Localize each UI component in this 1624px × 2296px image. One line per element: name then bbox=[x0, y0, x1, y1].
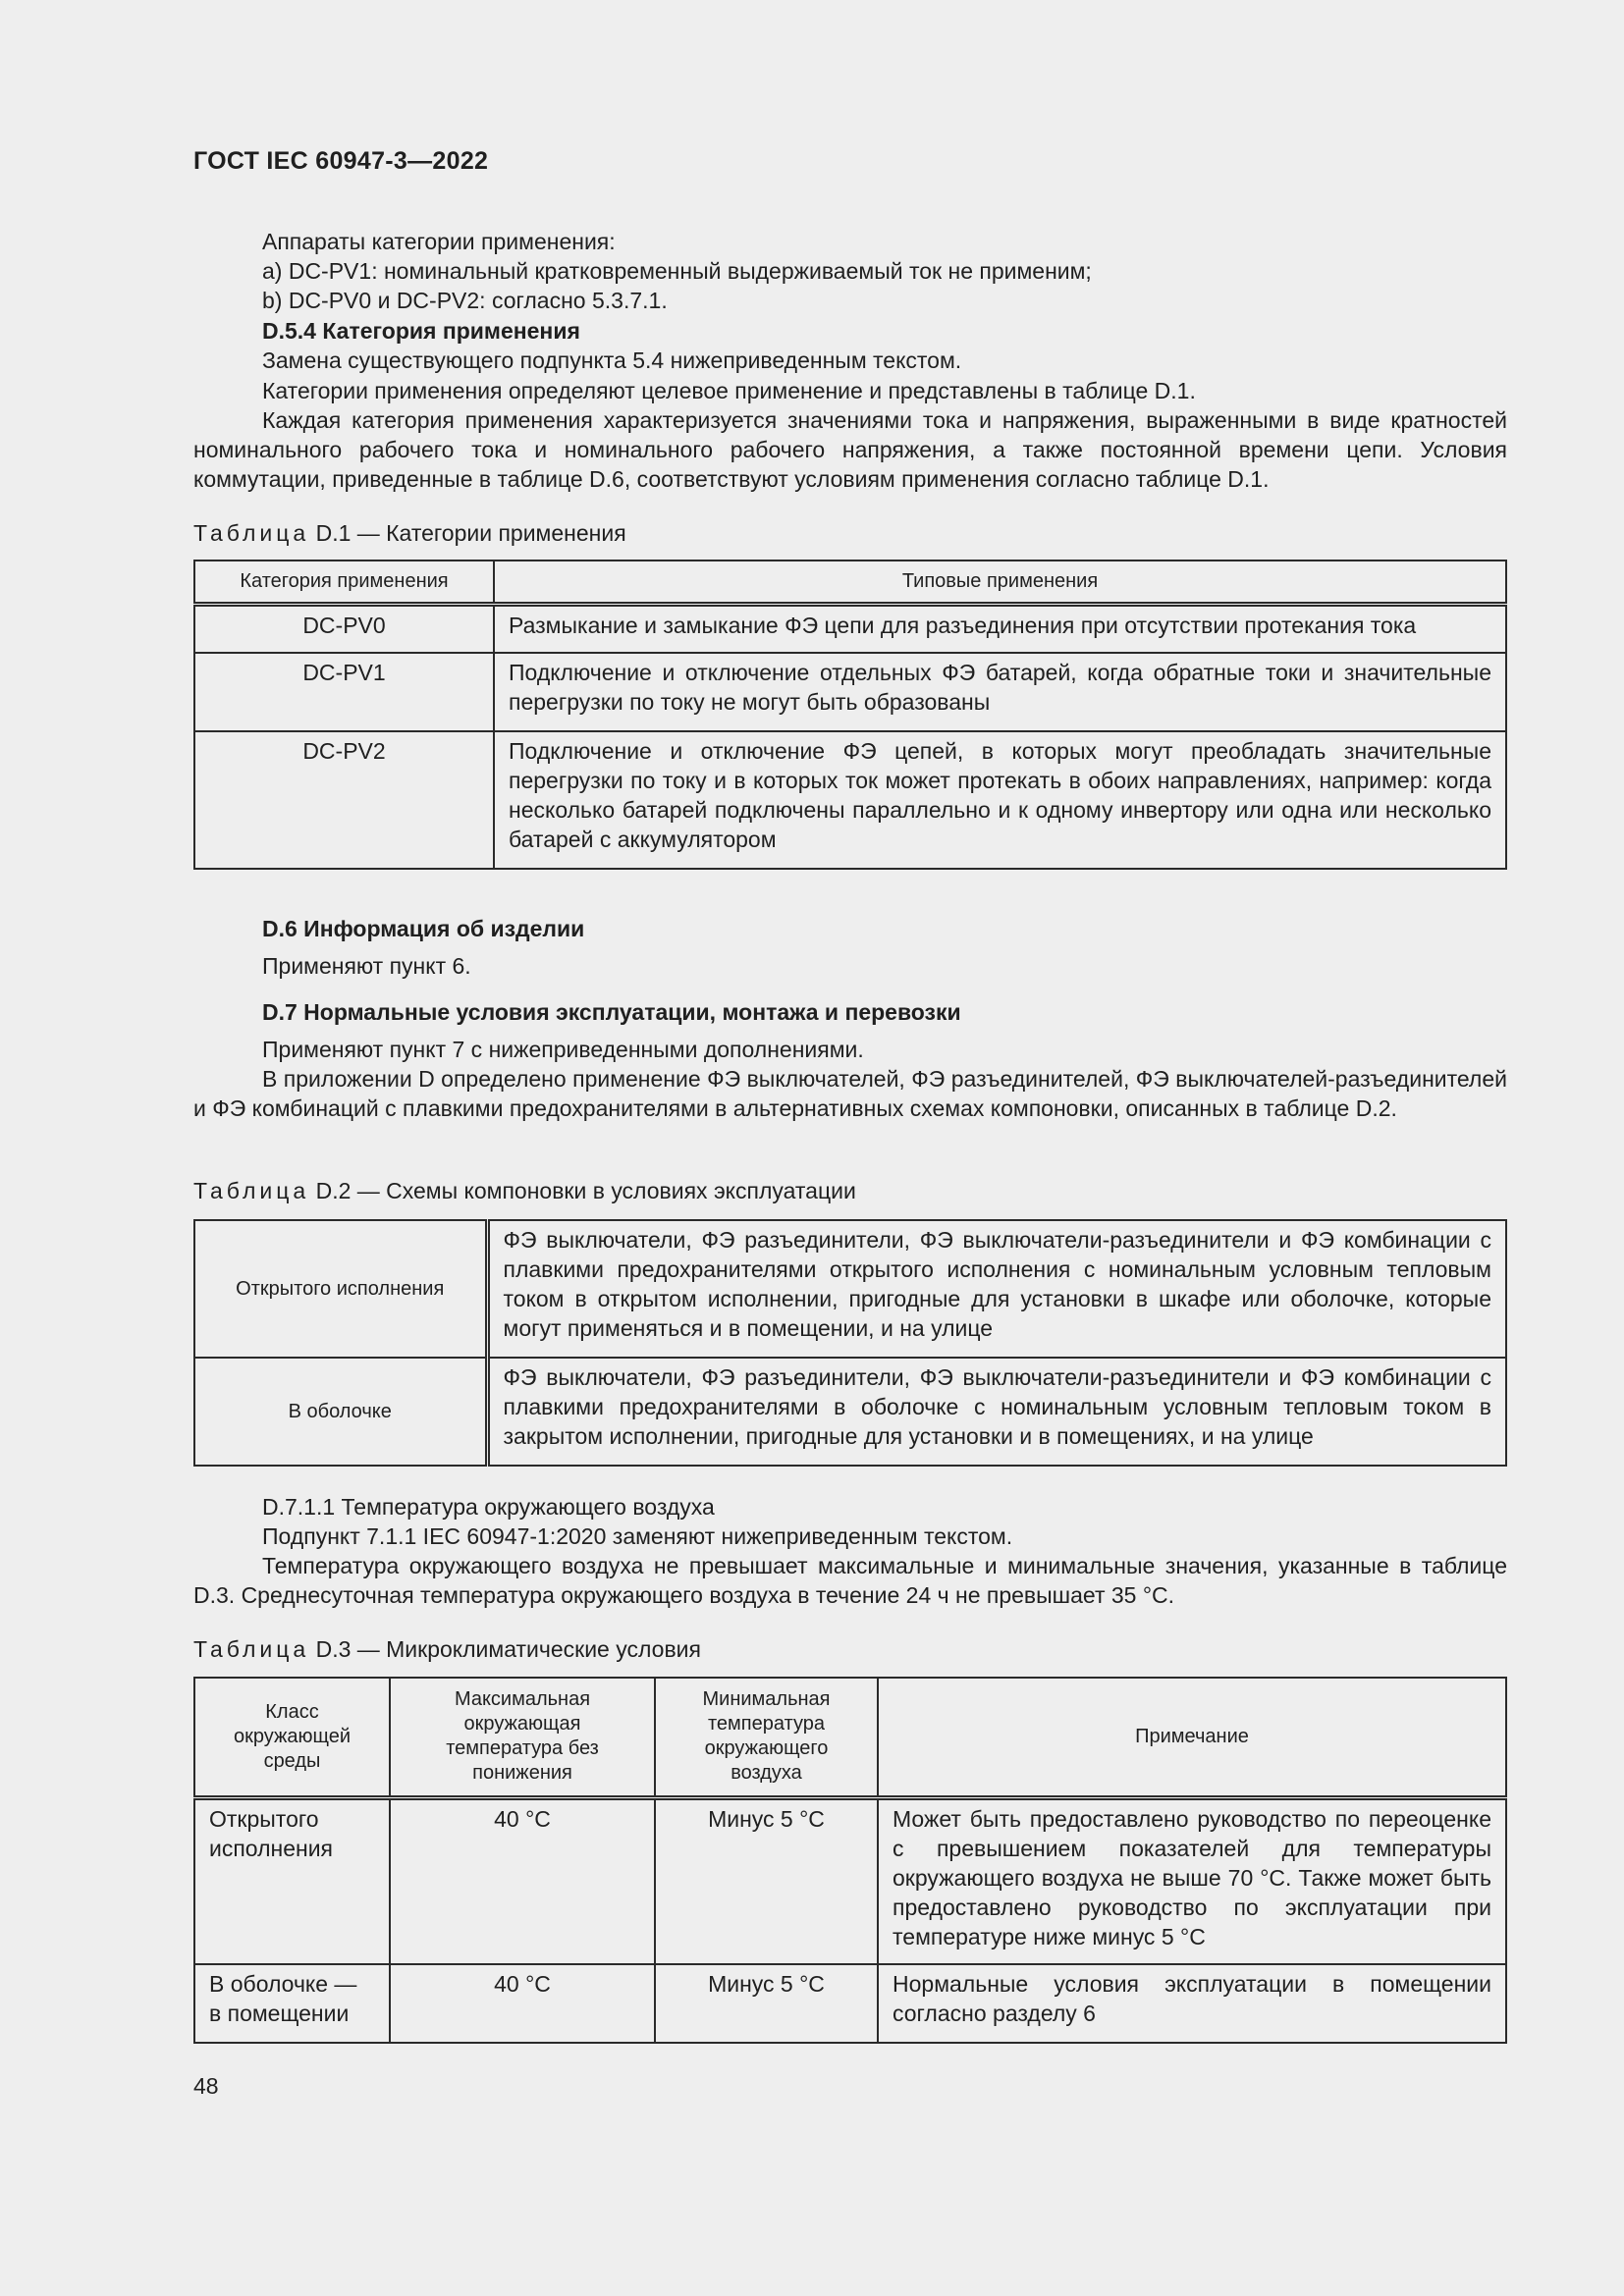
table-d3-header-max: Максимальная окружающая температура без понижения bbox=[390, 1678, 655, 1797]
table-d1-cell-category: DC-PV0 bbox=[194, 604, 494, 653]
table-d1-caption-text: D.1 — Категории применения bbox=[315, 520, 626, 546]
section-d7-title: D.7 Нормальные условия эксплуатации, монтажа и перевозки bbox=[262, 999, 961, 1025]
section-d54-p1: Замена существующего подпункта 5.4 нижеприведенным текстом. bbox=[262, 347, 962, 373]
table-row bbox=[194, 1358, 1506, 1466]
table-row bbox=[194, 1678, 1506, 1797]
table-d2 bbox=[193, 1219, 1507, 1467]
table-d1-caption-word: Таблица bbox=[193, 520, 310, 546]
intro-line-3: b) DC-PV0 и DC-PV2: согласно 5.3.7.1. bbox=[262, 288, 668, 313]
table-row bbox=[194, 604, 1506, 653]
page-number: 48 bbox=[193, 2073, 219, 2099]
table-d1-cell-application: Размыкание и замыкание ФЭ цепи для разъединения при отсутствии протекания тока bbox=[494, 604, 1506, 653]
intro-line-2: a) DC-PV1: номинальный кратковременный выдерживаемый ток не применим; bbox=[262, 258, 1092, 284]
section-d7-p2: В приложении D определено применение ФЭ выключателей, ФЭ разъединителей, ФЭ выключателей-разъединителей и ФЭ комбинаций с плавкими предохранителями в альтернативных схемах компоновки, описанных в таблице D.2. bbox=[193, 1066, 1507, 1121]
table-d1-cell-application: Подключение и отключение ФЭ цепей, в которых могут преобладать значительные перегрузки по току и в которых ток может протекать в обоих направлениях, например: когда несколько батарей подключены параллельно и к одному инвертору или одна или несколько батарей с аккумулятором bbox=[494, 731, 1506, 869]
table-d3-cell-max: 40 °C bbox=[390, 1964, 655, 2043]
section-d6-title: D.6 Информация об изделии bbox=[262, 916, 585, 941]
table-d1-cell-application: Подключение и отключение отдельных ФЭ батарей, когда обратные токи и значительные перегрузки по току не могут быть образованы bbox=[494, 653, 1506, 731]
table-d3-cell-class: Открытого исполнения bbox=[194, 1797, 390, 1964]
section-d711-p1: Подпункт 7.1.1 IEC 60947-1:2020 заменяют нижеприведенным текстом. bbox=[262, 1523, 1013, 1549]
table-d3-header-min: Минимальная температура окружающего воздуха bbox=[655, 1678, 878, 1797]
table-d1-cell-category: DC-PV1 bbox=[194, 653, 494, 731]
table-d3-caption bbox=[193, 1634, 701, 1664]
section-d711-title: D.7.1.1 Температура окружающего воздуха bbox=[262, 1494, 715, 1520]
table-d3-header-class: Класс окружающей среды bbox=[194, 1678, 390, 1797]
section-d7-p1: Применяют пункт 7 с нижеприведенными дополнениями. bbox=[262, 1037, 864, 1062]
table-d2-row-description: ФЭ выключатели, ФЭ разъединители, ФЭ выключатели-разъединители и ФЭ комбинации с плавкими предохранителями открытого исполнения с номинальным условным тепловым током в открытом исполнении, пригодные для установки в шкафе или оболочке, которые могут применяться и в помещении, и на улице bbox=[487, 1220, 1506, 1358]
table-row bbox=[194, 1220, 1506, 1358]
table-d1-cell-category: DC-PV2 bbox=[194, 731, 494, 869]
table-d3-cell-note: Нормальные условия эксплуатации в помещении согласно разделу 6 bbox=[878, 1964, 1506, 2043]
table-row bbox=[194, 1797, 1506, 1964]
table-d3-caption-text: D.3 — Микроклиматические условия bbox=[315, 1636, 701, 1662]
table-d1-header-category: Категория применения bbox=[194, 561, 494, 604]
table-d2-row-description: ФЭ выключатели, ФЭ разъединители, ФЭ выключатели-разъединители и ФЭ комбинации с плавкими предохранителями в оболочке с номинальным условным тепловым током в закрытом исполнении, пригодные для установки и в помещениях, и на улице bbox=[487, 1358, 1506, 1466]
table-d3-cell-class: В оболочке — в помещении bbox=[194, 1964, 390, 2043]
table-d1-caption bbox=[193, 518, 626, 548]
section-d711-p2: Температура окружающего воздуха не превышает максимальные и минимальные значения, указанные в таблице D.3. Среднесуточная температура окружающего воздуха в течение 24 ч не превышает 35 °C. bbox=[193, 1553, 1507, 1608]
table-d3-header-note: Примечание bbox=[878, 1678, 1506, 1797]
table-d3-cell-min: Минус 5 °C bbox=[655, 1964, 878, 2043]
table-d2-row-label: В оболочке bbox=[194, 1358, 487, 1466]
intro-line-1: Аппараты категории применения: bbox=[262, 229, 616, 254]
document-header: ГОСТ IEC 60947-3—2022 bbox=[193, 147, 489, 175]
table-row bbox=[194, 653, 1506, 731]
table-d2-row-label: Открытого исполнения bbox=[194, 1220, 487, 1358]
table-row bbox=[194, 1964, 1506, 2043]
section-d54-p2: Категории применения определяют целевое применение и представлены в таблице D.1. bbox=[262, 378, 1196, 403]
table-d3 bbox=[193, 1677, 1507, 2044]
table-d3-caption-word: Таблица bbox=[193, 1636, 310, 1662]
table-row bbox=[194, 561, 1506, 604]
table-d1 bbox=[193, 560, 1507, 870]
table-d2-caption-word: Таблица bbox=[193, 1178, 310, 1203]
table-d3-cell-max: 40 °C bbox=[390, 1797, 655, 1964]
table-d3-cell-min: Минус 5 °C bbox=[655, 1797, 878, 1964]
table-d2-caption bbox=[193, 1176, 856, 1205]
table-d3-cell-note: Может быть предоставлено руководство по переоценке с превышением показателей для температуры окружающего воздуха не выше 70 °C. Также может быть предоставлено руководство по эксплуатации при температуре ниже минус 5 °C bbox=[878, 1797, 1506, 1964]
section-d54-p3: Каждая категория применения характеризуется значениями тока и напряжения, выраженными в виде кратностей номинального рабочего тока и номинального рабочего напряжения, а также постоянной времени цепи. Условия коммутации, приведенные в таблице D.6, соответствуют условиям применения согласно таблице D.1. bbox=[193, 407, 1507, 492]
table-d1-header-applications: Типовые применения bbox=[494, 561, 1506, 604]
table-row bbox=[194, 731, 1506, 869]
table-d2-caption-text: D.2 — Схемы компоновки в условиях эксплуатации bbox=[315, 1178, 856, 1203]
section-d6-p1: Применяют пункт 6. bbox=[262, 953, 471, 979]
section-d54-title: D.5.4 Категория применения bbox=[262, 318, 580, 344]
